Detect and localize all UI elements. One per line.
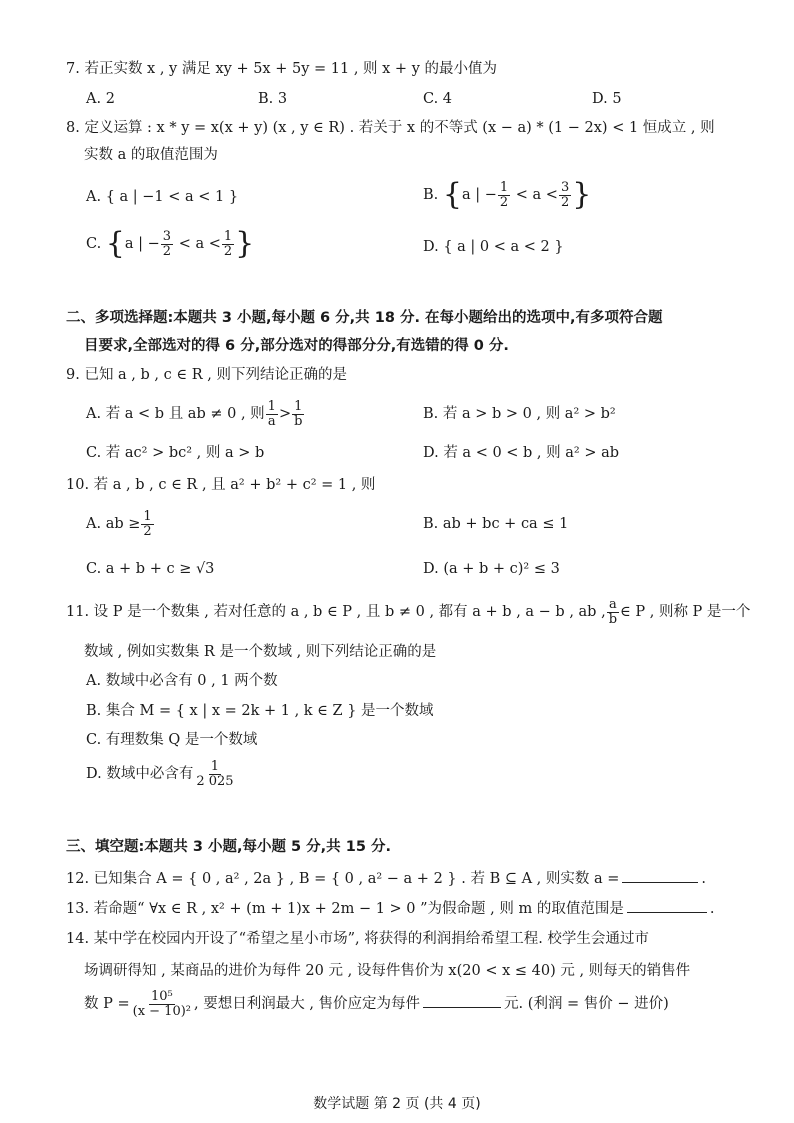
section3-heading: 三、填空题:本题共 3 小题,每小题 5 分,共 15 分. <box>66 839 391 855</box>
q11-option-c: C. 有理数集 Q 是一个数域 <box>86 732 258 748</box>
q8-b-frac1-num: 1 <box>499 179 509 195</box>
q14-post: 元. (利润 = 售价 − 进价) <box>504 996 669 1013</box>
q13-stem <box>66 898 714 918</box>
q8-option-b-label: B. <box>423 187 439 203</box>
q10-option-b: B. ab + bc + ca ≤ 1 <box>423 516 569 532</box>
q13-tail: . <box>709 901 715 917</box>
q11-option-b: B. 集合 M = { x | x = 2k + 1 , k ∈ Z } 是一个数域 <box>86 703 434 719</box>
q14-stem-line1: 14. 某中学在校园内开设了“希望之星小市场”, 将获得的利润捐给希望工程. 校学生会通过市 <box>66 931 649 947</box>
q13-text: 13. 若命题“ ∀x ∈ R , x² + (m + 1)x + 2m − 1 > 0 ”为假命题 , 则 m 的取值范围是 <box>66 901 624 917</box>
q10-option-a <box>86 510 155 538</box>
q9-a-frac2-num: 1 <box>294 399 303 414</box>
q8-c-left: a | − <box>124 236 160 252</box>
q8-b-mid: < a < <box>515 187 558 203</box>
q8-c-frac2 <box>222 230 234 258</box>
q14-frac <box>131 990 193 1018</box>
q7-option-b: B. 3 <box>258 91 288 107</box>
q9-a-frac2 <box>292 400 304 428</box>
q11-d-prefix: D. 数域中必含有 <box>86 766 194 783</box>
q7-stem: 7. 若正实数 x , y 满足 xy + 5x + 5y = 11 , 则 x + y 的最小值为 <box>66 61 497 77</box>
q12-tail: . <box>701 871 707 887</box>
q9-a-frac1 <box>266 400 278 428</box>
q11-d-frac <box>194 760 235 788</box>
q7-option-d: D. 5 <box>592 91 622 107</box>
q10-a-prefix: A. ab ≥ <box>86 516 141 533</box>
q14-pre: 数 P = <box>84 996 130 1013</box>
q8-option-c <box>86 226 255 261</box>
q9-option-c: C. 若 ac² > bc² , 则 a > b <box>86 445 265 461</box>
q9-a-prefix: A. 若 a < b 且 ab ≠ 0 , 则 <box>86 406 265 423</box>
q10-a-frac-den: 2 <box>143 523 152 539</box>
q7-option-c: C. 4 <box>423 91 453 107</box>
q9-option-b: B. 若 a > b > 0 , 则 a² > b² <box>423 406 616 422</box>
q11-option-a: A. 数域中必含有 0 , 1 两个数 <box>86 673 278 689</box>
q8-b-frac2-den: 2 <box>560 194 570 210</box>
q11-d-frac-num: 1 <box>210 759 220 774</box>
right-brace: } <box>235 226 255 261</box>
q8-option-c-label: C. <box>86 236 102 252</box>
q10-a-frac-num: 1 <box>143 509 152 524</box>
left-brace: { <box>442 177 462 212</box>
answer-blank[interactable] <box>627 898 707 913</box>
q9-a-frac1-den: a <box>267 413 276 429</box>
q14-frac-num: 10⁵ <box>150 989 173 1004</box>
right-brace: } <box>572 177 592 212</box>
q10-option-c: C. a + b + c ≥ √3 <box>86 561 215 577</box>
q11-stem-line1 <box>66 598 750 626</box>
q8-b-frac2-num: 3 <box>560 179 570 195</box>
q9-stem: 9. 已知 a , b , c ∈ R , 则下列结论正确的是 <box>66 367 347 383</box>
q12-stem <box>66 868 706 888</box>
page-footer: 数学试题 第 2 页 (共 4 页) <box>313 1096 481 1112</box>
q8-c-mid: < a < <box>178 236 221 252</box>
q11-stem-frac <box>607 598 619 626</box>
q9-a-frac2-den: b <box>294 413 303 429</box>
q8-c-frac2-num: 1 <box>223 228 233 244</box>
q10-option-d: D. (a + b + c)² ≤ 3 <box>423 561 560 577</box>
q8-option-a: A. { a | −1 < a < 1 } <box>86 189 239 205</box>
q11-stem-line2: 数域 , 例如实数集 R 是一个数域 , 则下列结论正确的是 <box>84 644 437 660</box>
q11-d-frac-den: 2 025 <box>196 773 234 789</box>
q8-c-frac1-num: 3 <box>162 228 172 244</box>
q8-b-left: a | − <box>461 187 497 203</box>
q12-text: 12. 已知集合 A = { 0 , a² , 2a } , B = { 0 , a² − a + 2 } . 若 B ⊆ A , 则实数 a = <box>66 871 620 887</box>
q11-option-d <box>86 760 237 788</box>
q9-a-frac1-num: 1 <box>267 399 276 414</box>
q11-stem-frac-den: b <box>608 611 618 627</box>
answer-blank[interactable] <box>423 993 501 1008</box>
q9-option-a <box>86 400 305 428</box>
q8-b-frac1-den: 2 <box>499 194 509 210</box>
q11-stem-frac-num: a <box>608 597 617 612</box>
answer-blank[interactable] <box>622 868 698 883</box>
q10-stem: 10. 若 a , b , c ∈ R , 且 a² + b² + c² = 1 , 则 <box>66 477 376 493</box>
q8-c-frac1 <box>161 230 173 258</box>
q8-c-frac1-den: 2 <box>162 243 172 259</box>
q11-stem-pre: 11. 设 P 是一个数集 , 若对任意的 a , b ∈ P , 且 b ≠ 0 , 都有 a + b , a − b , ab , <box>66 604 606 621</box>
q14-frac-den: (x − 10)² <box>132 1003 192 1019</box>
q9-option-d: D. 若 a < 0 < b , 则 a² > ab <box>423 445 620 461</box>
q11-stem-post: ∈ P , 则称 P 是一个 <box>620 604 751 621</box>
q8-option-b <box>423 177 592 212</box>
q14-stem-line2: 场调研得知 , 某商品的进价为每件 20 元 , 设每件售价为 x(20 < x ≤ 40) 元 , 则每天的销售件 <box>84 963 691 979</box>
q14-mid: , 要想日利润最大 , 售价应定为每件 <box>194 996 421 1013</box>
q8-stem-line2: 实数 a 的取值范围为 <box>84 147 218 163</box>
section2-heading-line2: 目要求,全部选对的得 6 分,部分选对的得部分分,有选错的得 0 分. <box>84 338 509 354</box>
q7-option-a: A. 2 <box>86 91 115 107</box>
q8-b-frac1 <box>498 181 510 209</box>
q8-option-d: D. { a | 0 < a < 2 } <box>423 239 564 255</box>
q14-stem-line3 <box>84 990 669 1018</box>
q8-c-frac2-den: 2 <box>223 243 233 259</box>
left-brace: { <box>105 226 125 261</box>
q8-b-frac2 <box>559 181 571 209</box>
q8-stem-line1: 8. 定义运算 : x * y = x(x + y) (x , y ∈ R) . 若关于 x 的不等式 (x − a) * (1 − 2x) < 1 恒成立 , 则 <box>66 120 715 136</box>
section2-heading-line1: 二、多项选择题:本题共 3 小题,每小题 6 分,共 18 分. 在每小题给出的选项中,有多项符合题 <box>66 310 663 326</box>
q10-a-frac <box>141 510 153 538</box>
q9-a-mid: > <box>278 406 292 423</box>
